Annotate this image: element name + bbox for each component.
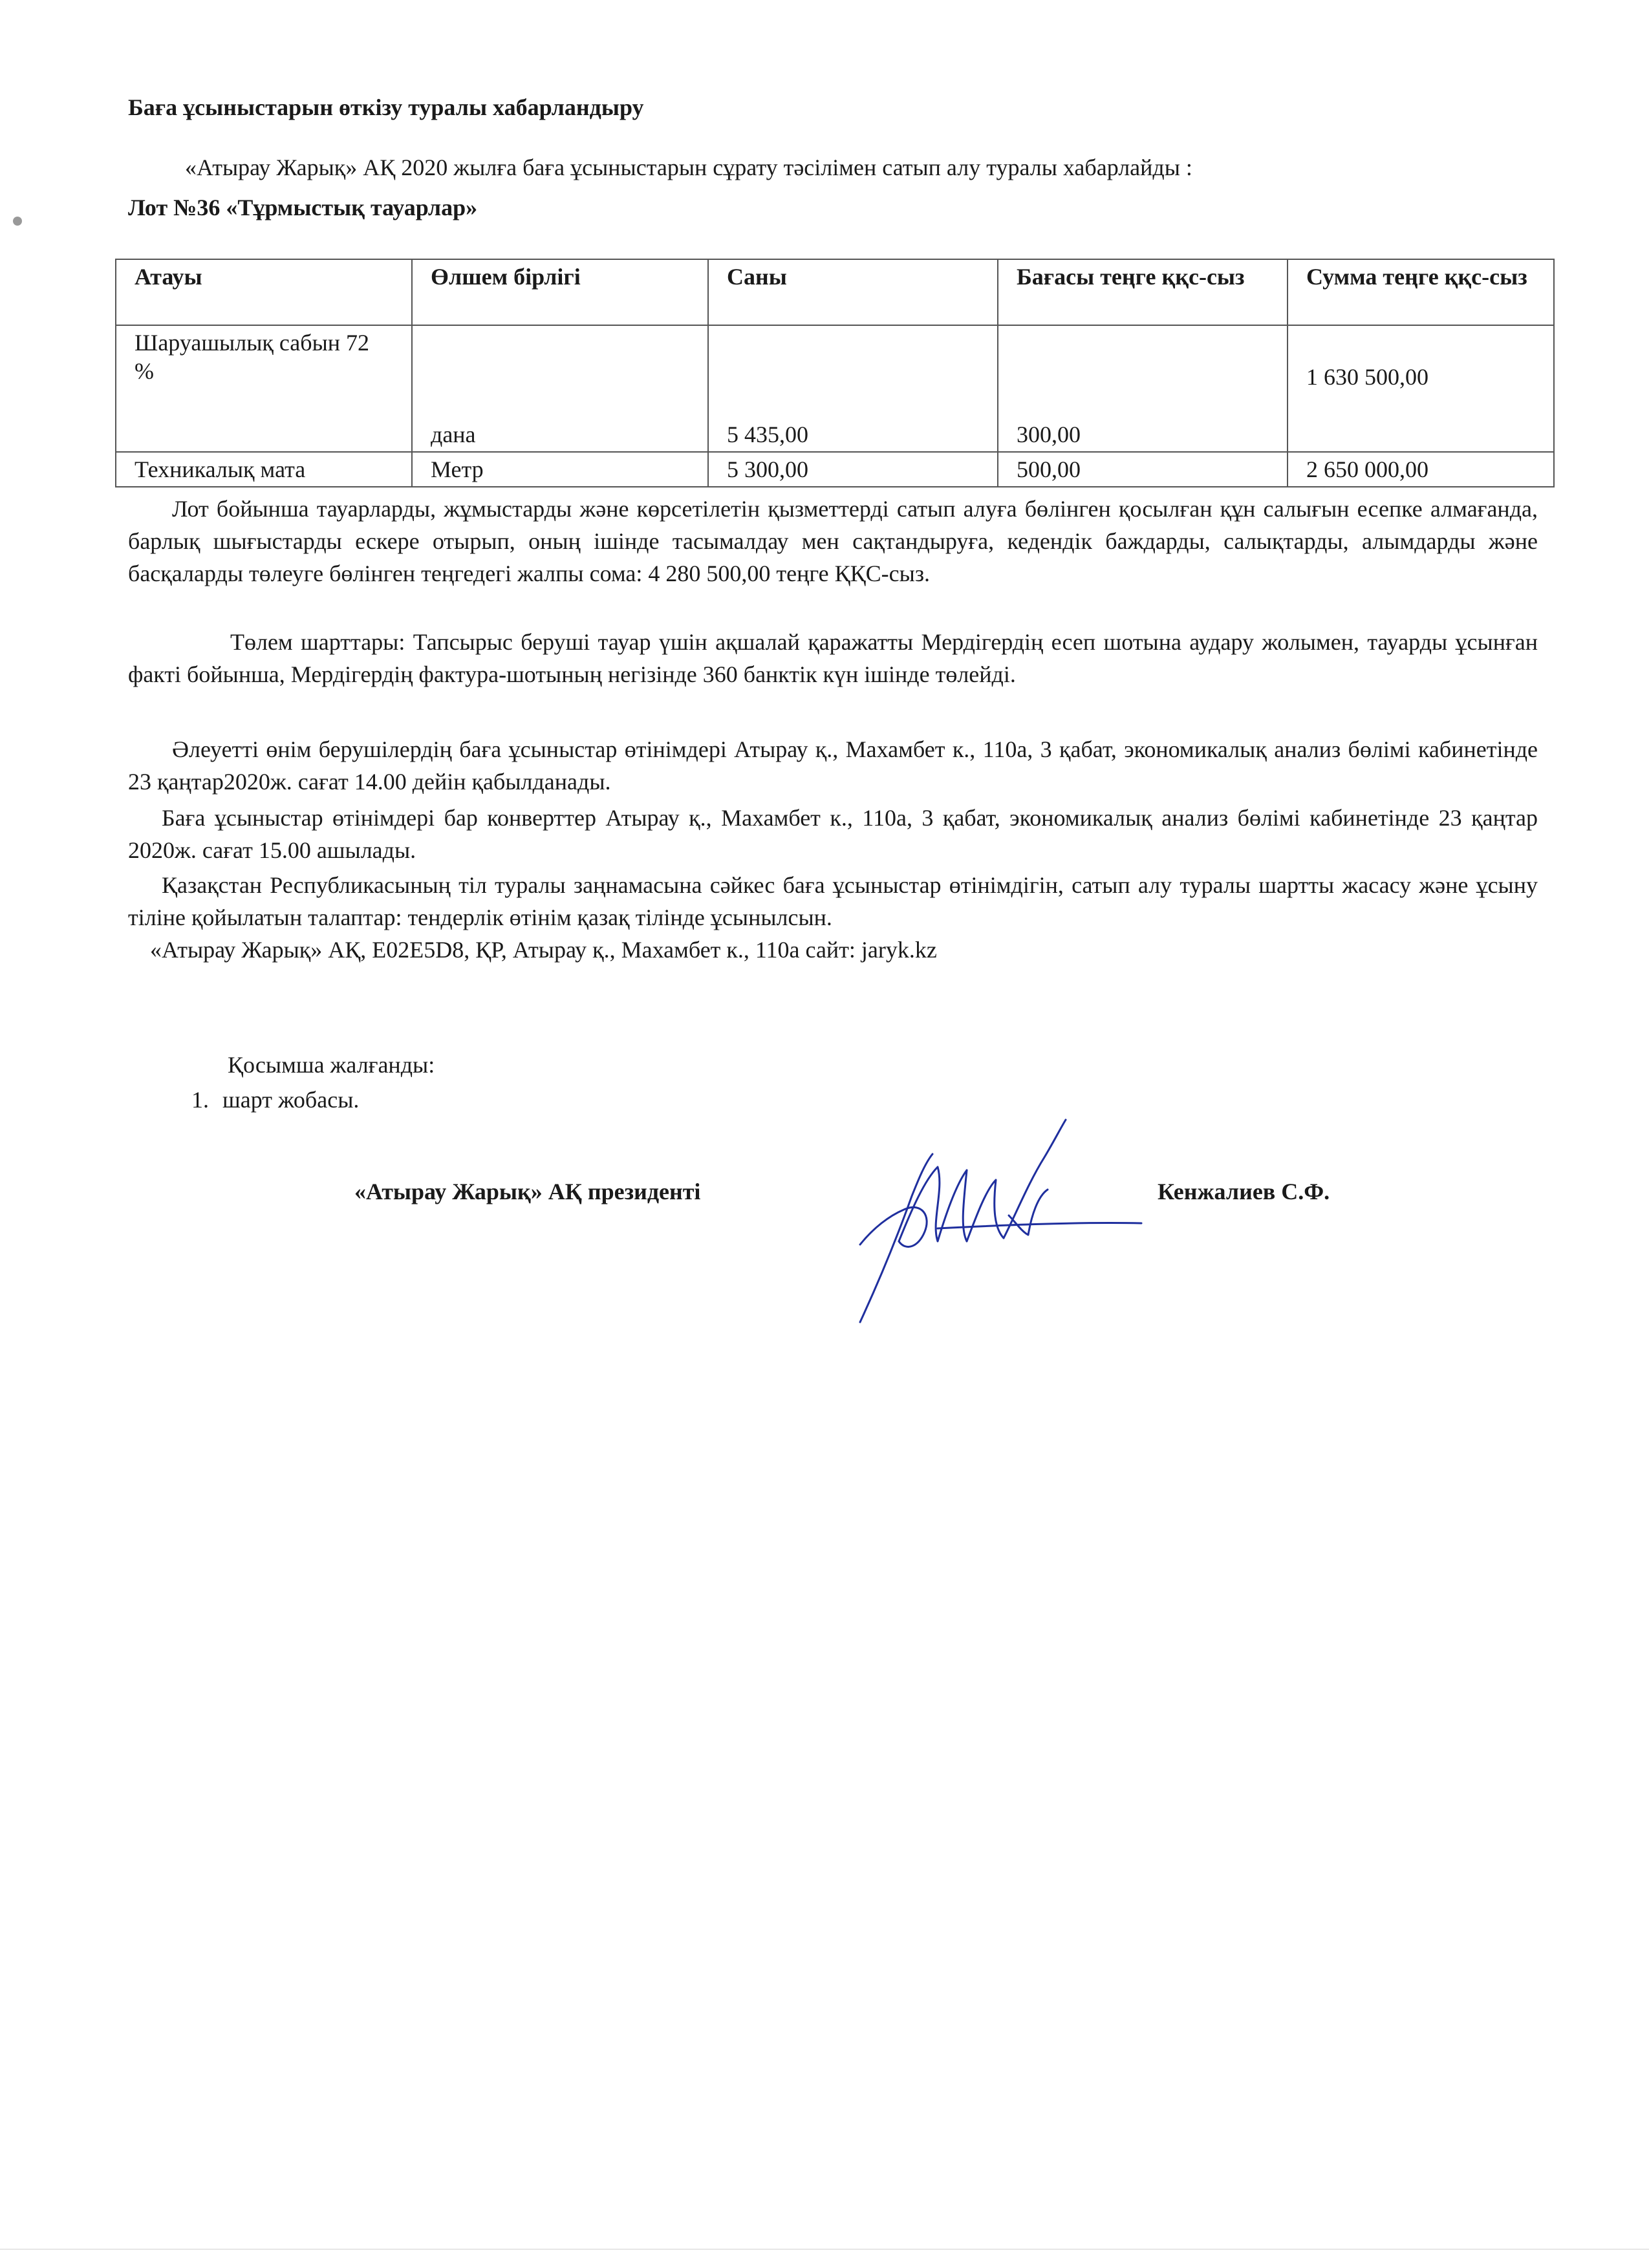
total-paragraph: Лот бойынша тауарларды, жұмыстарды және көрсетілетін қызметтерді сатып алуға бөлінген қосылған құн салығын есепке алмағанда, барлық шығыстарды ескере отырып, оның ішінде тасымалдау мен сақтандыруға, кедендік баждарды, салықтарды, алымдарды және басқаларды төлеуге бөлінген теңгедегі жалпы сома: 4 280 500,00 теңге ҚҚС-сыз.: [128, 496, 1538, 586]
scan-mark: [13, 217, 22, 226]
acceptance-paragraph: Әлеуетті өнім берушілердің баға ұсыныстар өтінімдері Атырау қ., Махамбет к., 110а, 3 қабат, экономикалық анализ бөлімі кабинетінде 23 қаңтар2020ж. сағат 14.00 дейін қабылданады.: [128, 736, 1538, 795]
contact-line: «Атырау Жарық» АҚ, Е02Е5D8, ҚР, Атырау қ., Махамбет к., 110а сайт: jaryk.kz: [150, 937, 937, 963]
scan-edge-line: [0, 2249, 1649, 2250]
items-table: [115, 259, 1555, 487]
lot-title: Лот №36 «Тұрмыстық тауарлар»: [128, 195, 478, 220]
language-paragraph: Қазақстан Республикасының тіл туралы заңнамасына сәйкес баға ұсыныстар өтінімдігін, сатып алу туралы шартты жасасу және ұсыну тіліне қойылатын талаптар: тендерлік өтінім қазақ тілінде ұсынылсын.: [128, 872, 1538, 930]
cell-name: Техникалық мата: [116, 452, 412, 487]
cell-quantity: 5 435,00: [708, 325, 998, 452]
list-item-number: 1.: [191, 1087, 209, 1113]
cell-name: Шаруашылық сабын 72 %: [116, 325, 412, 452]
header-unit: Өлшем бірлігі: [412, 259, 708, 325]
cell-sum: 2 650 000,00: [1288, 452, 1554, 487]
intro-text: «Атырау Жарық» АҚ 2020 жылға баға ұсыныстарын сұрату тәсілімен сатып алу туралы хабарлайды :: [185, 155, 1192, 180]
page-title: Баға ұсыныстарын өткізу туралы хабарландыру: [128, 94, 644, 120]
list-item: [191, 1086, 359, 1113]
table-header-row: [116, 259, 1554, 325]
attachments-list: [191, 1086, 359, 1113]
cell-quantity: 5 300,00: [708, 452, 998, 487]
cell-price: 500,00: [998, 452, 1288, 487]
attachments-label: Қосымша жалғанды:: [228, 1052, 435, 1078]
signatory-name: Кенжалиев С.Ф.: [1158, 1179, 1330, 1204]
list-item-text: шарт жобасы.: [222, 1087, 360, 1113]
header-quantity: Саны: [708, 259, 998, 325]
payment-paragraph: Төлем шарттары: Тапсырыс беруші тауар үшін ақшалай қаражатты Мердігердің есеп шотына аудару жолымен, тауарды ұсынған факті бойынша, Мердігердің фактура-шотының негізінде 360 банктік күн ішінде төлейді.: [128, 629, 1538, 687]
header-price: Бағасы теңге ққс-сыз: [998, 259, 1288, 325]
signatory-title: «Атырау Жарық» АҚ президенті: [354, 1179, 701, 1204]
opening-paragraph: Баға ұсыныстар өтінімдері бар конверттер Атырау қ., Махамбет к., 110а, 3 қабат, экономикалық анализ бөлімі кабинетінде 23 қаңтар 2020ж. сағат 15.00 ашылады.: [128, 805, 1538, 863]
table-row: [116, 325, 1554, 452]
cell-unit: Метр: [412, 452, 708, 487]
handwritten-signature: [834, 1118, 1145, 1325]
cell-price: 300,00: [998, 325, 1288, 452]
header-name: Атауы: [116, 259, 412, 325]
header-sum: Сумма теңге ққс-сыз: [1288, 259, 1554, 325]
cell-unit: дана: [412, 325, 708, 452]
cell-sum: 1 630 500,00: [1288, 325, 1554, 452]
table-row: [116, 452, 1554, 487]
